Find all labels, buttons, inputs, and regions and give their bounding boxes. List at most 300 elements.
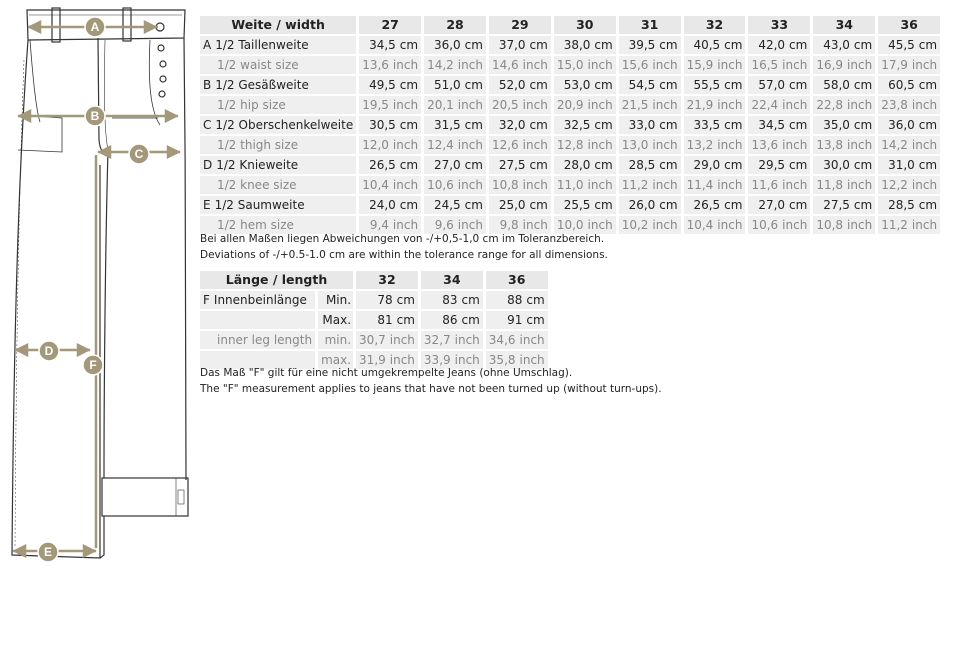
- inch-number: 12,4: [427, 138, 454, 152]
- inch-number: 10,2: [621, 218, 649, 232]
- size-table-title: Weite / width: [200, 16, 356, 34]
- inch-value: [748, 96, 810, 114]
- jeans-diagram: [0, 0, 196, 580]
- inch-unit: inch: [457, 218, 483, 232]
- measure-label: [200, 196, 356, 214]
- measure-label: [200, 76, 356, 94]
- inch-number: 12,8: [556, 138, 584, 152]
- cm-unit: cm: [464, 38, 483, 52]
- inch-unit: inch: [782, 138, 808, 152]
- cm-value: [554, 116, 616, 134]
- inch-number: 11,4: [686, 178, 714, 192]
- inch-unit: inch: [911, 138, 938, 152]
- inch-value: [619, 136, 681, 154]
- tolerance-note: [200, 231, 608, 263]
- inch-number: 9,8: [499, 218, 519, 232]
- measure-label: [200, 36, 356, 54]
- cm-unit: cm: [918, 78, 938, 92]
- cm-value: [554, 36, 616, 54]
- inch-number: 23,8: [881, 98, 908, 112]
- measure-letter: A: [203, 38, 212, 52]
- size-header: 34: [813, 16, 875, 34]
- cm-number: 24,0: [369, 198, 396, 212]
- length-unit: cm: [461, 313, 480, 327]
- cm-unit: cm: [724, 118, 743, 132]
- cm-value: [748, 76, 810, 94]
- cm-number: 52,0: [498, 78, 526, 92]
- inch-number: 21,9: [686, 98, 714, 112]
- cm-number: 36,0: [888, 118, 915, 132]
- length-number: 35,8: [488, 353, 516, 367]
- cm-number: 37,0: [498, 38, 526, 52]
- cm-value: [684, 116, 746, 134]
- cm-value: [813, 36, 875, 54]
- cm-number: 51,0: [433, 78, 461, 92]
- length-number: 34,6: [488, 333, 516, 347]
- cm-unit: cm: [399, 38, 419, 52]
- cm-number: 38,0: [563, 38, 591, 52]
- marker-a-label: A: [90, 20, 100, 34]
- inch-unit: inch: [457, 98, 483, 112]
- table-row: [200, 196, 940, 214]
- inch-unit: inch: [392, 218, 419, 232]
- cm-unit: cm: [529, 38, 548, 52]
- min-max-label: Max.: [318, 311, 353, 329]
- inch-value: [619, 56, 681, 74]
- table-row: [200, 36, 940, 54]
- inch-number: 10,4: [686, 218, 714, 232]
- cm-unit: cm: [594, 118, 613, 132]
- length-size-header: 32: [356, 271, 418, 289]
- cm-number: 49,5: [369, 78, 396, 92]
- cm-number: 26,5: [693, 198, 721, 212]
- cm-number: 28,5: [888, 198, 915, 212]
- measure-label: [200, 156, 356, 174]
- cm-unit: cm: [789, 78, 808, 92]
- cm-value: [684, 76, 746, 94]
- inch-value: [489, 136, 551, 154]
- inch-value: [813, 56, 875, 74]
- inch-number: 21,5: [621, 98, 649, 112]
- cm-unit: cm: [464, 198, 483, 212]
- cm-number: 27,0: [433, 158, 461, 172]
- cm-value: [359, 36, 421, 54]
- length-number: 32,7: [423, 333, 451, 347]
- inch-value: [554, 176, 616, 194]
- inch-number: 15,9: [686, 58, 714, 72]
- inch-number: 12,0: [362, 138, 389, 152]
- cm-number: 33,0: [628, 118, 656, 132]
- inch-unit: inch: [522, 138, 548, 152]
- inch-unit: inch: [717, 138, 743, 152]
- cm-number: 54,5: [628, 78, 656, 92]
- min-max-label: min.: [318, 331, 353, 349]
- cm-unit: cm: [399, 78, 419, 92]
- inch-value: [619, 96, 681, 114]
- table-row: [200, 136, 940, 154]
- marker-b-label: B: [90, 109, 100, 123]
- cm-value: [424, 76, 486, 94]
- cm-value: [424, 116, 486, 134]
- length-number: 33,9: [423, 353, 451, 367]
- cm-unit: cm: [853, 38, 873, 52]
- inch-unit: inch: [911, 98, 938, 112]
- cm-value: [359, 116, 421, 134]
- cm-number: 28,5: [628, 158, 656, 172]
- cm-value: [748, 116, 810, 134]
- inch-number: 22,8: [816, 98, 844, 112]
- inch-value: [554, 96, 616, 114]
- inch-value: [813, 136, 875, 154]
- inch-number: 19,5: [362, 98, 389, 112]
- inch-value: [684, 176, 746, 194]
- measure-letter: B: [203, 78, 212, 92]
- inch-number: 10,8: [491, 178, 519, 192]
- inch-unit: inch: [522, 58, 548, 72]
- cm-value: [684, 156, 746, 174]
- inch-unit: inch: [782, 98, 808, 112]
- length-note-de: Das Maß "F" gilt für eine nicht umgekrempelte Jeans (ohne Umschlag).: [200, 367, 573, 379]
- length-label: [200, 291, 315, 309]
- inch-number: 12,6: [491, 138, 519, 152]
- inch-unit: inch: [392, 58, 419, 72]
- inch-value: [878, 56, 940, 74]
- cm-number: 34,5: [369, 38, 396, 52]
- inch-unit: inch: [522, 178, 548, 192]
- inch-number: 20,9: [556, 98, 584, 112]
- cm-number: 35,0: [823, 118, 850, 132]
- length-value: [356, 311, 418, 329]
- inch-unit: inch: [522, 218, 548, 232]
- table-row: [200, 156, 940, 174]
- table-row: [200, 176, 940, 194]
- inch-unit: inch: [782, 218, 808, 232]
- inch-value: [878, 136, 940, 154]
- inch-unit: inch: [457, 138, 483, 152]
- size-header: 36: [878, 16, 940, 34]
- cm-unit: cm: [789, 38, 808, 52]
- cm-number: 27,5: [823, 198, 850, 212]
- inch-unit: inch: [911, 58, 938, 72]
- inch-value: [684, 96, 746, 114]
- tolerance-note-en: Deviations of -/+0.5-1.0 cm are within the tolerance range for all dimensions.: [200, 249, 608, 261]
- table-row: [200, 116, 940, 134]
- cm-value: [619, 116, 681, 134]
- inch-unit: inch: [457, 58, 483, 72]
- length-table-title: Länge / length: [200, 271, 353, 289]
- marker-c-label: C: [134, 147, 144, 161]
- length-number: 81: [377, 313, 393, 327]
- length-unit: cm: [396, 293, 415, 307]
- length-value: [486, 291, 548, 309]
- size-table: [197, 14, 943, 236]
- inch-value: [684, 216, 746, 234]
- inch-value: [554, 56, 616, 74]
- length-unit: cm: [526, 313, 545, 327]
- cm-unit: cm: [529, 78, 548, 92]
- measure-name-de: 1/2 Taillenweite: [215, 38, 309, 52]
- cm-value: [424, 196, 486, 214]
- inch-value: [424, 176, 486, 194]
- cm-value: [359, 76, 421, 94]
- inch-unit: inch: [652, 58, 678, 72]
- cm-unit: cm: [464, 118, 483, 132]
- length-note: [200, 365, 662, 397]
- inch-value: [813, 96, 875, 114]
- table-row: [200, 96, 940, 114]
- cm-value: [619, 196, 681, 214]
- table-row: [200, 311, 548, 329]
- inch-number: 22,4: [751, 98, 779, 112]
- inch-value: [878, 216, 940, 234]
- inch-unit: inch: [522, 98, 548, 112]
- inch-unit: inch: [587, 98, 613, 112]
- measure-name-de: 1/2 Gesäßweite: [215, 78, 309, 92]
- inch-unit: inch: [587, 178, 613, 192]
- measure-name-en: 1/2 knee size: [200, 176, 356, 194]
- measure-letter: C: [203, 118, 212, 132]
- inch-number: 13,6: [362, 58, 389, 72]
- cm-value: [878, 76, 940, 94]
- length-value: [421, 291, 483, 309]
- length-value: [421, 331, 483, 349]
- cm-number: 42,0: [758, 38, 786, 52]
- cm-unit: cm: [399, 118, 419, 132]
- inch-value: [878, 176, 940, 194]
- length-label: inner leg length: [200, 331, 315, 349]
- inch-number: 10,6: [751, 218, 779, 232]
- length-unit: inch: [519, 333, 545, 347]
- cm-unit: cm: [659, 198, 678, 212]
- inch-unit: inch: [782, 58, 808, 72]
- measure-label: [200, 116, 356, 134]
- cm-number: 55,5: [693, 78, 721, 92]
- inch-value: [878, 96, 940, 114]
- inch-unit: inch: [587, 218, 613, 232]
- inch-number: 20,1: [427, 98, 454, 112]
- cm-unit: cm: [594, 198, 613, 212]
- cm-unit: cm: [918, 118, 938, 132]
- cm-unit: cm: [724, 198, 743, 212]
- cm-value: [813, 156, 875, 174]
- size-header: 29: [489, 16, 551, 34]
- cm-value: [554, 76, 616, 94]
- inch-unit: inch: [782, 178, 808, 192]
- inch-value: [748, 176, 810, 194]
- length-number: 83: [442, 293, 458, 307]
- min-max-label: max.: [318, 351, 353, 369]
- inch-unit: inch: [652, 218, 678, 232]
- inch-unit: inch: [847, 218, 873, 232]
- inch-number: 11,6: [751, 178, 779, 192]
- inch-unit: inch: [587, 58, 613, 72]
- cm-value: [684, 36, 746, 54]
- inch-number: 14,6: [491, 58, 519, 72]
- cm-number: 57,0: [758, 78, 786, 92]
- cm-unit: cm: [724, 158, 743, 172]
- measure-name-de: 1/2 Oberschenkelweite: [215, 118, 354, 132]
- cm-value: [424, 156, 486, 174]
- inch-value: [359, 136, 421, 154]
- size-table-header: [200, 16, 940, 34]
- length-size-header: 36: [486, 271, 548, 289]
- inch-number: 13,6: [751, 138, 779, 152]
- cm-number: 27,0: [758, 198, 786, 212]
- inch-number: 15,6: [621, 58, 649, 72]
- cm-unit: cm: [724, 38, 743, 52]
- size-header: 30: [554, 16, 616, 34]
- cm-unit: cm: [529, 118, 548, 132]
- cm-unit: cm: [464, 78, 483, 92]
- length-value: [486, 311, 548, 329]
- measure-name-de: 1/2 Saumweite: [214, 198, 305, 212]
- inch-value: [748, 136, 810, 154]
- cm-value: [878, 36, 940, 54]
- cm-unit: cm: [659, 78, 678, 92]
- inch-unit: inch: [392, 138, 419, 152]
- size-header: 33: [748, 16, 810, 34]
- inch-value: [424, 136, 486, 154]
- cm-value: [813, 116, 875, 134]
- cm-unit: cm: [529, 158, 548, 172]
- length-name-de: Innenbeinlänge: [213, 293, 307, 307]
- table-row: [200, 56, 940, 74]
- cm-unit: cm: [399, 198, 419, 212]
- length-table-header: [200, 271, 548, 289]
- cm-number: 32,5: [563, 118, 591, 132]
- cm-number: 60,5: [888, 78, 915, 92]
- length-unit: inch: [519, 353, 545, 367]
- inch-number: 10,8: [816, 218, 844, 232]
- cm-value: [554, 196, 616, 214]
- length-number: 88: [507, 293, 523, 307]
- cm-value: [489, 36, 551, 54]
- cm-unit: cm: [853, 158, 873, 172]
- length-number: 86: [442, 313, 458, 327]
- inch-unit: inch: [847, 98, 873, 112]
- cm-unit: cm: [529, 198, 548, 212]
- inch-unit: inch: [652, 98, 678, 112]
- cm-number: 31,0: [888, 158, 915, 172]
- inch-unit: inch: [587, 138, 613, 152]
- cm-value: [619, 36, 681, 54]
- length-unit: cm: [461, 293, 480, 307]
- inch-number: 11,8: [816, 178, 844, 192]
- inch-value: [813, 216, 875, 234]
- inch-unit: inch: [717, 58, 743, 72]
- inch-unit: inch: [911, 178, 938, 192]
- length-value: [356, 291, 418, 309]
- cm-value: [489, 116, 551, 134]
- table-row: [200, 291, 548, 309]
- cm-unit: cm: [594, 158, 613, 172]
- inch-number: 10,6: [427, 178, 454, 192]
- cm-number: 40,5: [693, 38, 721, 52]
- length-unit: inch: [454, 353, 480, 367]
- inch-unit: inch: [457, 178, 483, 192]
- cm-unit: cm: [918, 198, 938, 212]
- cm-number: 45,5: [888, 38, 915, 52]
- length-size-header: 34: [421, 271, 483, 289]
- inch-number: 12,2: [881, 178, 908, 192]
- inch-value: [359, 56, 421, 74]
- measure-name-de: 1/2 Knieweite: [216, 158, 299, 172]
- cm-unit: cm: [918, 38, 938, 52]
- inch-unit: inch: [652, 138, 678, 152]
- marker-e-label: E: [43, 545, 53, 559]
- size-header: 32: [684, 16, 746, 34]
- cm-number: 28,0: [563, 158, 591, 172]
- cm-number: 26,0: [628, 198, 656, 212]
- inch-value: [359, 96, 421, 114]
- length-value: [421, 311, 483, 329]
- cm-number: 24,5: [433, 198, 461, 212]
- inch-value: [684, 56, 746, 74]
- cm-unit: cm: [853, 118, 873, 132]
- cm-value: [554, 156, 616, 174]
- inch-number: 10,4: [362, 178, 389, 192]
- inch-unit: inch: [717, 178, 743, 192]
- cm-value: [748, 196, 810, 214]
- cm-number: 25,0: [498, 198, 526, 212]
- cm-value: [748, 156, 810, 174]
- length-label: [200, 311, 315, 329]
- measure-name-en: 1/2 hip size: [200, 96, 356, 114]
- length-value: [486, 331, 548, 349]
- inch-value: [424, 96, 486, 114]
- cm-number: 53,0: [563, 78, 591, 92]
- inch-value: [554, 136, 616, 154]
- inch-number: 9,4: [369, 218, 389, 232]
- cm-number: 43,0: [823, 38, 850, 52]
- cm-number: 58,0: [823, 78, 850, 92]
- inch-value: [489, 56, 551, 74]
- cm-value: [619, 156, 681, 174]
- inch-value: [619, 176, 681, 194]
- cm-number: 30,5: [369, 118, 396, 132]
- inch-number: 13,8: [816, 138, 844, 152]
- cm-value: [813, 196, 875, 214]
- inch-value: [684, 136, 746, 154]
- length-unit: inch: [454, 333, 480, 347]
- measure-name-en: 1/2 waist size: [200, 56, 356, 74]
- inch-number: 20,5: [491, 98, 519, 112]
- inch-number: 15,0: [556, 58, 584, 72]
- cm-value: [359, 196, 421, 214]
- cm-value: [748, 36, 810, 54]
- length-number: 91: [507, 313, 523, 327]
- cm-number: 29,5: [758, 158, 786, 172]
- inch-unit: inch: [392, 98, 419, 112]
- inch-number: 17,9: [881, 58, 908, 72]
- length-unit: cm: [526, 293, 545, 307]
- length-note-en: The "F" measurement applies to jeans that have not been turned up (without turn-ups).: [200, 383, 662, 395]
- cm-unit: cm: [464, 158, 483, 172]
- size-header: 28: [424, 16, 486, 34]
- cm-number: 25,5: [563, 198, 591, 212]
- cm-value: [619, 76, 681, 94]
- cm-unit: cm: [724, 78, 743, 92]
- size-header: 31: [619, 16, 681, 34]
- length-number: 78: [377, 293, 393, 307]
- cm-value: [878, 196, 940, 214]
- cm-unit: cm: [789, 198, 808, 212]
- inch-number: 14,2: [427, 58, 454, 72]
- inch-value: [619, 216, 681, 234]
- cm-value: [424, 36, 486, 54]
- length-unit: cm: [396, 313, 415, 327]
- length-letter: F: [203, 293, 210, 307]
